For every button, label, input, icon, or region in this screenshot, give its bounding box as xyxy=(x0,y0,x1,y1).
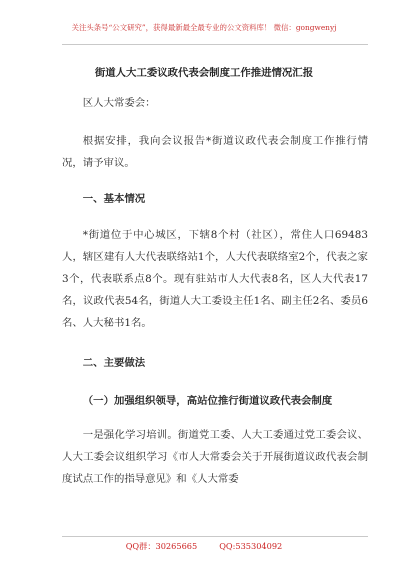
page-header-banner: 关注头条号“公文研究”，获得最新最全最专业的公文资料库！ 微信：gongwenyj xyxy=(71,23,337,32)
footer-divider xyxy=(62,536,368,537)
basic-info-paragraph: *街道位于中心城区，下辖8个村（社区），常住人口69483人，辖区建有人大代表联络站1个，人大代表联络室2个，代表之家3个，代表联系点8个。现有驻站市人大代表8名，区人大代表17名，议政代表54名，街道人大工委设主任1名、副主任2名、委员6名、人大秘书1名。 xyxy=(62,229,368,329)
document-title: 街道人大工委议政代表会制度工作推进情况汇报 xyxy=(94,67,314,79)
salutation: 区人大常委会： xyxy=(82,97,156,109)
header-divider xyxy=(62,44,368,45)
page-footer xyxy=(0,541,408,552)
footer-qq-group: QQ群：30265665 xyxy=(125,541,198,551)
section-heading-basic: 一、基本情况 xyxy=(82,193,146,205)
subsection-heading-organization: （一）加强组织领导，高站位推行街道议政代表会制度 xyxy=(82,395,333,407)
document-body xyxy=(62,92,368,490)
footer-qq: QQ:535304092 xyxy=(219,541,283,551)
section-heading-practices: 二、主要做法 xyxy=(82,357,146,369)
intro-paragraph: 根据安排，我向会议报告*街道议政代表会制度工作推行情况，请予审议。 xyxy=(62,135,368,169)
training-paragraph: 一是强化学习培训。街道党工委、人大工委通过党工委会议、人大工委会议组织学习《市人大常委会关于开展街道议政代表会制度试点工作的指导意见》和《人大常委 xyxy=(62,429,368,485)
